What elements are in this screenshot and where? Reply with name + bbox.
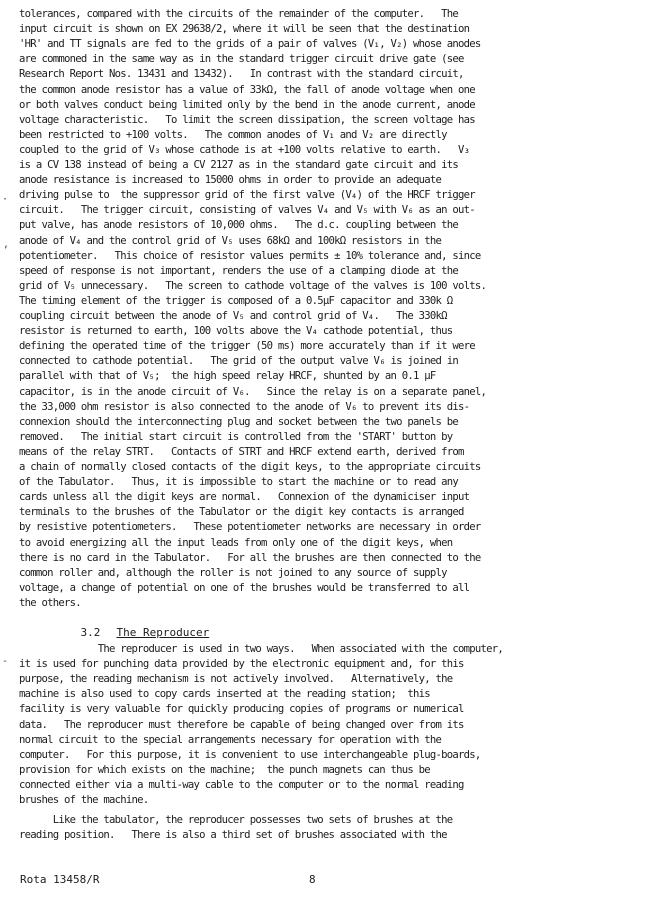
text-line: of the Tabulator. Thus, it is impossible to start the machine or to read any <box>19 476 458 489</box>
text-line: anode resistance is increased to 15000 ohms in order to provide an adequate <box>19 174 442 187</box>
text-line: cards unless all the digit keys are normal. Connexion of the dynamiciser input <box>19 491 470 504</box>
text-line: computer. For this purpose, it is convenient to use interchangeable plug-boards, <box>19 748 481 761</box>
margin-mark: , <box>3 239 10 250</box>
text-line: provision for which exists on the machine; the punch magnets can thus be <box>19 763 430 776</box>
text-line: defining the operated time of the trigger (50 ms) more accurately than if it were <box>19 340 475 353</box>
text-line: circuit. The trigger circuit, consisting of valves V₄ and V₅ with V₆ as an out- <box>19 204 475 217</box>
text-line: resistor is returned to earth, 100 volts above the V₄ cathode potential, thus <box>19 325 453 338</box>
text-line: potentiometer. This choice of resistor values permits ± 10% tolerance and, since <box>19 249 481 262</box>
text-line: the others. <box>19 596 81 609</box>
text-line: coupled to the grid of V₃ whose cathode is at +100 volts relative to earth. V₃ <box>19 143 470 156</box>
text-line: voltage, a change of potential on one of the brushes would be transferred to all <box>19 581 470 594</box>
text-line: terminals to the brushes of the Tabulator or the digit key contacts is arranged <box>19 506 464 519</box>
section-title: The Reproducer <box>116 626 210 639</box>
page-number: 8 <box>309 873 316 886</box>
text-line: reading position. There is also a third set of brushes associated with the <box>19 829 447 842</box>
text-line: facility is very valuable for quickly producing copies of programs or numerical <box>19 703 464 716</box>
text-line: means of the relay STRT. Contacts of STRT and HRCF extend earth, derived from <box>19 445 464 458</box>
text-line: tolerances, compared with the circuits of the remainder of the computer. The <box>19 8 458 20</box>
text-line: capacitor, is in the anode circuit of V₆. Since the relay is on a separate panel, <box>19 385 487 398</box>
section-number: 3.2 <box>80 626 101 639</box>
section-heading <box>54 610 209 655</box>
text-line: grid of V₅ unnecessary. The screen to cathode voltage of the valves is 100 volts. <box>19 279 487 292</box>
text-line: by resistive potentiometers. These potentiometer networks are necessary in order <box>19 521 481 534</box>
text-line: The timing element of the trigger is composed of a 0.5μF capacitor and 330k Ω <box>19 294 453 307</box>
text-line: voltage characteristic. To limit the screen dissipation, the screen voltage has <box>19 113 475 126</box>
text-line: to avoid energizing all the input leads from only one of the digit keys, when <box>19 536 453 549</box>
text-line: Research Report Nos. 13431 and 13432). In contrast with the standard circuit, <box>19 68 464 81</box>
text-line: input circuit is shown on EX 29638/2, where it will be seen that the destination <box>19 23 470 36</box>
text-line: normal circuit to the special arrangements necessary for operation with the <box>19 733 442 746</box>
text-line: machine is also used to copy cards inserted at the reading station; this <box>19 688 430 701</box>
text-line: been restricted to +100 volts. The common anodes of V₁ and V₂ are directly <box>19 128 447 141</box>
text-line: is a CV 138 instead of being a CV 2127 as in the standard gate circuit and its <box>19 159 458 171</box>
text-line: data. The reproducer must therefore be capable of being changed over from its <box>19 718 464 731</box>
text-line: 'HR' and TT signals are fed to the grids of a pair of valves (V₁, V₂) whose anodes <box>19 38 481 51</box>
text-line: removed. The initial start circuit is controlled from the 'START' button by <box>19 430 453 443</box>
text-line: brushes of the machine. <box>19 794 149 806</box>
margin-mark: · <box>2 194 9 205</box>
text-line: coupling circuit between the anode of V₅ and control grid of V₄. The 330kΩ <box>19 310 447 322</box>
text-line: there is no card in the Tabulator. For all the brushes are then connected to the <box>19 551 481 564</box>
margin-mark: - <box>2 656 9 667</box>
text-line: anode of V₄ and the control grid of V₅ uses 68kΩ and 100kΩ resistors in the <box>19 234 442 247</box>
text-line: purpose, the reading mechanism is not actively involved. Alternatively, the <box>19 673 453 686</box>
document-reference: Rota 13458/R <box>20 873 100 886</box>
text-line: put valve, has anode resistors of 10,000 ohms. The d.c. coupling between the <box>19 219 458 232</box>
text-line: The reproducer is used in two ways. When associated with the computer, <box>19 643 504 655</box>
text-line: connected to cathode potential. The grid of the output valve V₆ is joined in <box>19 355 458 368</box>
text-line: a chain of normally closed contacts of the digit keys, to the appropriate circuits <box>19 461 481 473</box>
text-line: or both valves conduct being limited only by the bend in the anode current, anode <box>19 98 475 111</box>
text-line: parallel with that of V₅; the high speed relay HRCF, shunted by an 0.1 μF <box>19 370 436 383</box>
text-line: the common anode resistor has a value of 33kΩ, the fall of anode voltage when one <box>19 83 475 96</box>
text-line: Like the tabulator, the reproducer possesses two sets of brushes at the <box>19 814 453 826</box>
text-line: common roller and, although the roller is not joined to any source of supply <box>19 566 447 579</box>
text-line: the 33,000 ohm resistor is also connected to the anode of V₆ to prevent its dis- <box>19 400 470 413</box>
text-line: it is used for punching data provided by the electronic equipment and, for this <box>19 658 464 671</box>
text-line: are commoned in the same way as in the standard trigger circuit drive gate (see <box>19 53 464 66</box>
text-line: connexion should the interconnecting plug and socket between the two panels be <box>19 415 458 428</box>
text-line: connected either via a multi-way cable to the computer or to the normal reading <box>19 778 464 791</box>
text-line: driving pulse to the suppressor grid of the first valve (V₄) of the HRCF trigger <box>19 189 475 202</box>
text-line: speed of response is not important, renders the use of a clamping diode at the <box>19 264 458 277</box>
